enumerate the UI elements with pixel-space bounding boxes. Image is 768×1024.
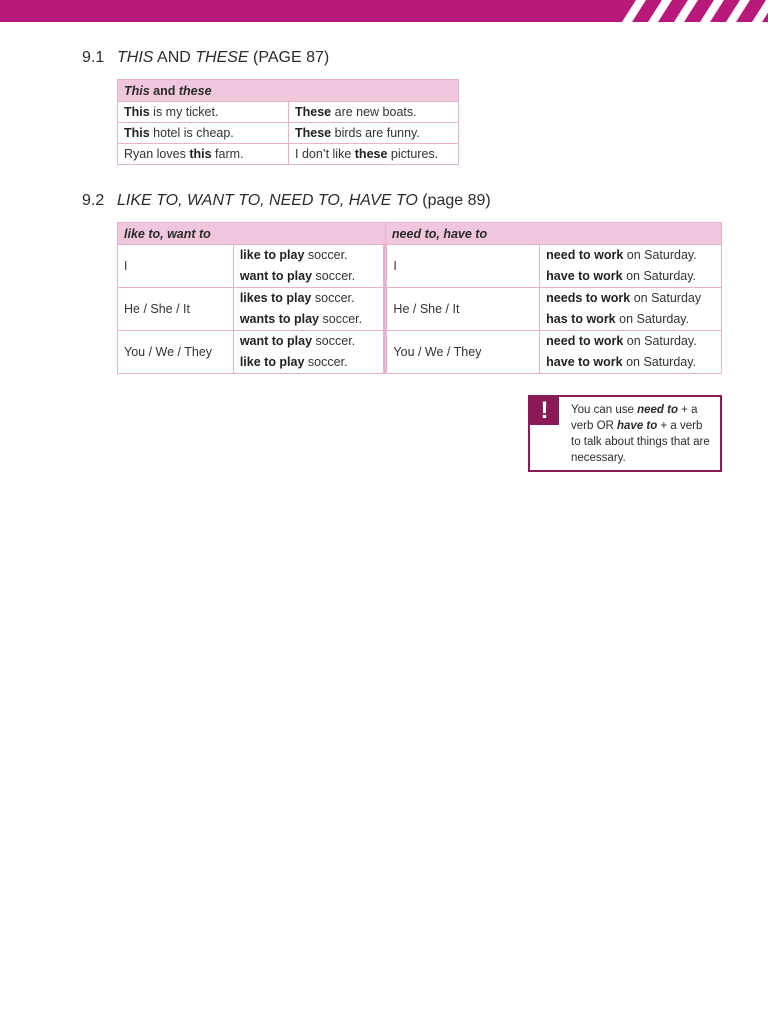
table-row [118,123,459,144]
section-number: 9.1 [82,49,105,66]
bold-text: wants to play [239,312,320,326]
table-header [118,80,459,102]
table-cell [118,144,289,165]
bold-text: this [189,147,212,161]
table-header-row [118,80,459,102]
table-row [118,331,722,374]
cell-text: soccer. [312,269,356,283]
cell-text: on Saturday. [615,312,690,326]
note-text [571,402,714,466]
subject-cell: He / She / It [118,288,234,331]
title-part: LIKE TO, WANT TO, NEED TO, HAVE TO [117,192,418,209]
cell-text: I don’t like [295,147,355,161]
bold-text: has to work [546,312,616,326]
table-cell [118,102,289,123]
table-row [118,245,722,288]
table-row [118,102,459,123]
cell-text: on Saturday. [623,334,697,348]
title-part: AND [153,49,196,66]
subject-cell: You / We / They [118,331,234,374]
bold-text: like to play [239,355,305,369]
bold-text: These [295,105,332,119]
table-cell [289,144,459,165]
bold-text: want to play [239,334,313,348]
title-part: THIS [117,49,154,66]
bold-text: needs to work [546,291,631,305]
cell-text: farm. [211,147,244,161]
note-part: + a verb to talk about things that are necessary. [571,420,710,464]
table-header-right: need to, have to [385,223,721,245]
table-cell [118,123,289,144]
verb-cell [233,331,385,374]
table-row [118,288,722,331]
verb-line [240,245,378,266]
note-bold: need to [637,404,678,416]
cell-text: on Saturday. [622,355,697,369]
bold-text: This [124,105,150,119]
bold-text: need to work [546,248,624,262]
verb-line [240,288,378,309]
bold-text: have to work [546,269,623,283]
section-number: 9.2 [82,192,105,209]
note-box [528,395,722,472]
exclamation-icon: ! [530,397,559,425]
bold-text: This [124,126,150,140]
cell-text: soccer. [304,355,348,369]
table-cell [289,102,459,123]
verb-line [546,352,715,373]
cell-text: soccer. [319,312,363,326]
note-part: + a verb OR [571,404,698,432]
cell-text: on Saturday. [623,248,697,262]
note-part: You can use [571,404,638,416]
subject-cell: He / She / It [385,288,539,331]
section-title-9-2 [82,192,491,210]
cell-text: soccer. [311,291,355,305]
header-part: This [124,83,150,98]
cell-text: soccer. [312,334,356,348]
bold-text: need to work [546,334,624,348]
title-part: (page 89) [417,192,491,209]
bold-text: These [295,126,332,140]
table-header-row [118,223,722,245]
bold-text: have to work [546,355,623,369]
verb-cell [540,331,722,374]
verb-cell [233,245,385,288]
verb-cell [540,245,722,288]
cell-text: on Saturday. [622,269,697,283]
bold-text: want to play [239,269,313,283]
verb-patterns-table [117,222,722,374]
title-part: THESE [195,49,249,66]
bold-text: these [354,147,388,161]
table-row [118,144,459,165]
subject-cell: I [118,245,234,288]
verb-line [240,266,378,287]
table-header-left: like to, want to [118,223,386,245]
cell-text: on Saturday [630,291,702,305]
header-part: and [149,83,179,98]
cell-text: are new boats. [331,105,417,119]
note-bold: have to [617,420,658,432]
verb-line [546,245,715,266]
verb-line [240,309,378,330]
verb-cell [233,288,385,331]
verb-cell [540,288,722,331]
cell-text: hotel is cheap. [149,126,234,140]
verb-line [546,309,715,330]
top-banner [0,0,768,22]
cell-text: birds are funny. [331,126,420,140]
section-title-9-1 [82,49,329,67]
header-part: these [178,83,212,98]
title-part: (PAGE 87) [248,49,330,66]
cell-text: soccer. [304,248,348,262]
subject-cell: You / We / They [385,331,539,374]
stripes-decoration [608,0,768,22]
table-cell [289,123,459,144]
this-these-table [117,79,459,165]
bold-text: like to play [239,248,305,262]
cell-text: is my ticket. [149,105,219,119]
verb-line [546,331,715,352]
cell-text: Ryan loves [124,147,190,161]
verb-line [240,352,378,373]
cell-text: pictures. [387,147,439,161]
verb-line [546,266,715,287]
verb-line [240,331,378,352]
subject-cell: I [385,245,539,288]
bold-text: likes to play [239,291,312,305]
verb-line [546,288,715,309]
